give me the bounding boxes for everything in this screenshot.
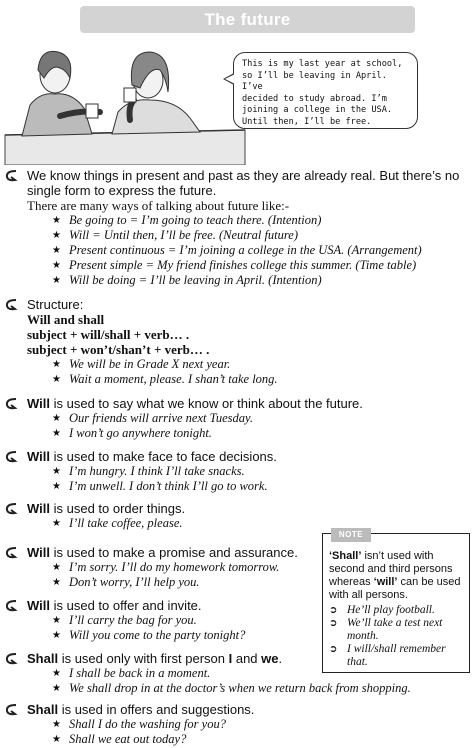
star-icon: ★ [52, 359, 61, 370]
hook-bullet-icon [4, 397, 20, 411]
star-icon: ★ [52, 374, 61, 385]
hook-bullet-icon [4, 298, 20, 312]
section-lead: Shall is used in offers and suggestions. [27, 702, 255, 717]
section-shall-offers [0, 702, 474, 747]
example-item: ★ Be going to = I’m going to teach there. (Intention) [52, 213, 322, 227]
section-lead: Will is used to say what we know or think about the future. [27, 396, 363, 411]
hook-bullet-icon [4, 502, 20, 516]
star-icon: ★ [52, 562, 61, 573]
star-icon: ★ [52, 683, 61, 694]
example-item: ★ I’m sorry. I’ll do my homework tomorrow. [52, 560, 280, 574]
page-title: The future [80, 6, 415, 33]
star-icon: ★ [52, 413, 61, 424]
arrow-right-icon: ➲ [329, 618, 338, 629]
note-box [322, 530, 470, 673]
speech-line: joining a college in the USA. [242, 105, 393, 115]
speech-line: decided to study abroad. I’m [242, 93, 387, 104]
star-icon: ★ [52, 719, 61, 730]
structure-line: subject + will/shall + verb… . [27, 327, 190, 342]
example-item: ★ Wait a moment, please. I shan’t take long. [52, 372, 278, 386]
speech-line: Until then, I’ll be free. [242, 116, 372, 127]
hook-bullet-icon [4, 599, 20, 613]
section-will-decisions [0, 449, 474, 494]
hook-bullet-icon [4, 450, 20, 464]
star-icon: ★ [52, 668, 61, 679]
example-item: ★ I’ll take coffee, please. [52, 516, 183, 530]
note-item: ➲ I will/shall remember that. [329, 643, 446, 668]
hook-bullet-icon [4, 703, 20, 717]
hook-bullet-icon [4, 169, 20, 183]
example-item: ★ Our friends will arrive next Tuesday. [52, 411, 254, 425]
structure-line: Will and shall [27, 312, 105, 327]
section-subtext: There are many ways of talking about future like:- [27, 198, 290, 213]
arrow-right-icon: ➲ [329, 605, 338, 616]
example-item: ★ Will be doing = I’ll be leaving in April. (Intention) [52, 273, 322, 287]
example-item: ★ Shall we eat out today? [52, 732, 187, 746]
hook-bullet-icon [4, 652, 20, 666]
star-icon: ★ [52, 481, 61, 492]
structure-line: subject + won’t/shan’t + verb… . [27, 342, 210, 357]
example-item: ★ Will = Until then, I’ll be free. (Neutral future) [52, 228, 298, 242]
star-icon: ★ [52, 428, 61, 439]
section-lead: We know things in present and past as they are already real. But there’s no single form to express the future. [27, 168, 460, 198]
star-icon: ★ [52, 260, 61, 271]
example-item: ★ I shall be back in a moment. [52, 666, 211, 680]
two-women-drinking-tea-illustration [0, 30, 250, 165]
note-label: NOTE [331, 528, 371, 542]
example-item: ★ I’m hungry. I think I’ll take snacks. [52, 464, 245, 478]
section-structure [0, 297, 474, 387]
example-item: ★ Present continuous = I’m joining a college in the USA. (Arrangement) [52, 243, 422, 257]
speech-line: This is my last year at school, [242, 59, 403, 69]
section-lead: Will is used to offer and invite. [27, 598, 202, 613]
star-icon: ★ [52, 630, 61, 641]
example-item: ★ Don’t worry, I’ll help you. [52, 575, 200, 589]
section-will-future [0, 396, 474, 441]
example-item: ★ We shall drop in at the doctor’s when we return back from shopping. [52, 681, 411, 695]
note-item: ➲ He’ll play football. [329, 604, 435, 616]
star-icon: ★ [52, 577, 61, 588]
star-icon: ★ [52, 518, 61, 529]
section-lead: Will is used to make a promise and assurance. [27, 545, 298, 560]
section-lead: Will is used to order things. [27, 501, 186, 516]
star-icon: ★ [52, 230, 61, 241]
note-item: ➲ We’ll take a test next month. [329, 617, 443, 642]
speech-bubble [233, 52, 418, 129]
speech-line: so I’ll be leaving in April. I’ve [242, 70, 387, 92]
example-item: ★ Shall I do the washing for you? [52, 717, 226, 731]
section-lead: Will is used to make face to face decisions. [27, 449, 277, 464]
section-ways-of-future [0, 168, 474, 288]
example-item: ★ I won’t go anywhere tonight. [52, 426, 212, 440]
star-icon: ★ [52, 245, 61, 256]
star-icon: ★ [52, 615, 61, 626]
star-icon: ★ [52, 466, 61, 477]
example-item: ★ I’m unwell. I don’t think I’ll go to work. [52, 479, 268, 493]
section-will-order [0, 501, 474, 531]
example-item: ★ Will you come to the party tonight? [52, 628, 246, 642]
example-item: ★ I’ll carry the bag for you. [52, 613, 197, 627]
note-text: ‘Shall’ isn’t used with second and third persons whereas ‘will’ can be used with all persons. [329, 550, 461, 601]
arrow-right-icon: ➲ [329, 644, 338, 655]
section-lead: Shall is used only with first person I and we. [27, 651, 283, 666]
star-icon: ★ [52, 215, 61, 226]
example-item: ★ We will be in Grade X next year. [52, 357, 231, 371]
section-lead: Structure: [27, 297, 84, 312]
example-item: ★ Present simple = My friend finishes college this summer. (Time table) [52, 258, 417, 272]
star-icon: ★ [52, 275, 61, 286]
star-icon: ★ [52, 734, 61, 745]
hook-bullet-icon [4, 546, 20, 560]
